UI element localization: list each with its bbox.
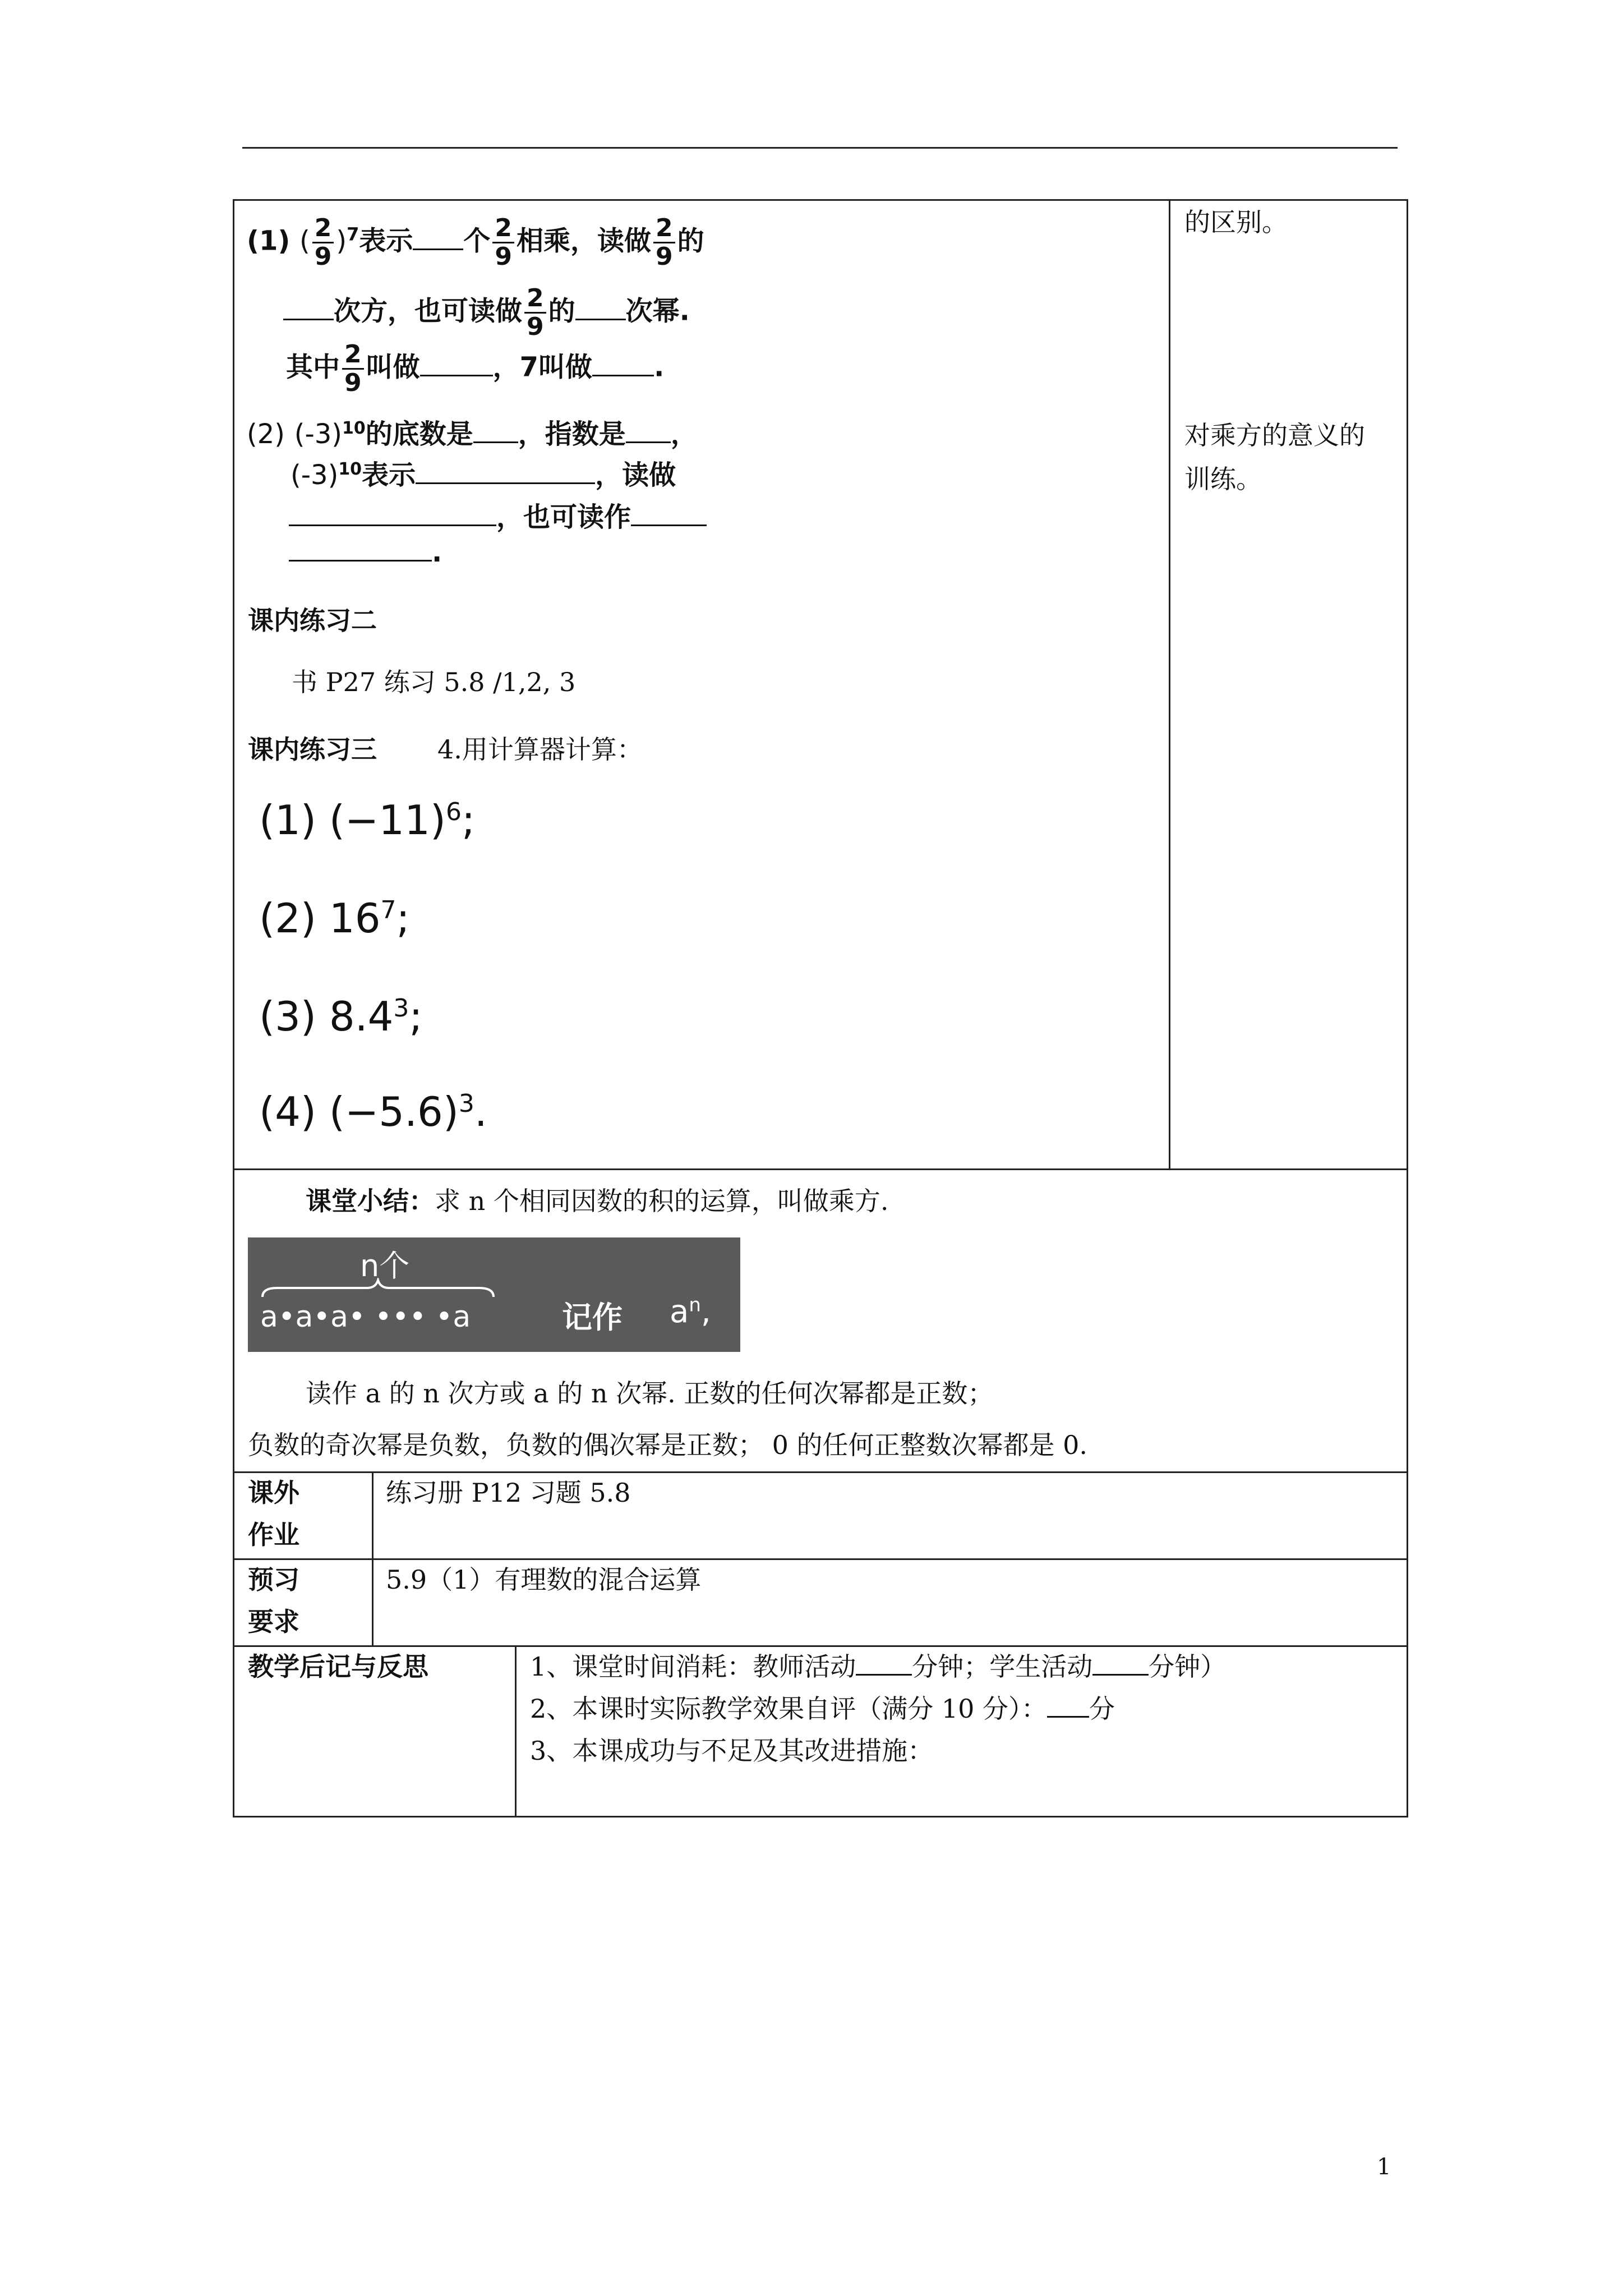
q2-line2: $(-3)^{10}$表示 ，读做 [291,459,676,491]
q2-line4: . [289,537,442,568]
fraction-2-9: $\frac{2}{9}$ [312,216,334,269]
a-n-label: $a^n$, [670,1294,711,1330]
practice-3-text: 4.用计算器计算： [437,734,643,765]
table-border-left [233,199,234,1818]
row-divider-1 [233,1168,1408,1170]
q1-line1: (1) ( $\frac{2}{9}$ )$^7$表示 个 $\frac{2}{9}$ 相乘，读做 $\frac{2}{9}$ 的 [247,214,704,271]
preview-content: 5.9（1）有理数的混合运算 [386,1565,702,1595]
q2-line3: ，也可读作 [289,495,707,534]
reflection-item-1: 1、课堂时间消耗：教师活动 分钟；学生活动 分钟） [530,1651,1227,1682]
reflection-label: 教学后记与反思 [248,1651,428,1682]
table-border-bottom [233,1816,1408,1818]
reflection-item-3: 3、本课成功与不足及其改进措施： [530,1736,934,1766]
practice-2-text: 书 P27 练习 5.8 /1,2, 3 [292,667,576,697]
table-border-top [233,199,1408,201]
q1-line3: 其中 $\frac{2}{9}$ 叫做 ，7叫做 . [286,340,665,397]
calc-item-2: (2) $16^7$; [259,895,410,942]
power-notation-image [248,1237,740,1352]
practice-3-title: 课内练习三 [248,734,377,765]
brace-icon [260,1278,496,1300]
product-label: a•a•a• ••• •a [260,1300,471,1334]
header-rule [242,147,1398,149]
summary-line-1: 课堂小结：求 n 个相同因数的积的运算，叫做乘方. [306,1186,889,1216]
blank [413,248,463,250]
side-note-difference: 的区别。 [1184,207,1288,237]
preview-label-2: 要求 [248,1607,299,1637]
calc-item-1: (1) $(-11)^6$; [259,797,476,844]
q2-line1: (2) $(-3)^{10}$的底数是 ，指数是 ， [247,418,698,450]
practice-2-title: 课内练习二 [248,605,377,636]
summary-line-2: 读作 a 的 n 次方或 a 的 n 次幂. 正数的任何次幂都是正数； [306,1378,994,1409]
homework-label-2: 作业 [248,1520,299,1550]
side-column-divider [1169,199,1170,1170]
side-note-training-2: 训练。 [1184,464,1262,494]
calc-item-4: (4) $(-5.6)^3$. [259,1088,487,1135]
n-factors-label: n个 [360,1248,410,1283]
label-column-divider [372,1471,374,1646]
table-border-right [1407,199,1408,1818]
reflection-column-divider [515,1645,517,1817]
homework-label-1: 课外 [248,1478,299,1508]
side-note-training-1: 对乘方的意义的 [1184,420,1365,450]
page-number: 1 [1377,2154,1391,2180]
homework-content: 练习册 P12 习题 5.8 [386,1478,631,1508]
q1-line2: 次方，也可读做 $\frac{2}{9}$ 的 次幂. [283,286,690,339]
summary-line-3: 负数的奇次幂是负数，负数的偶次幂是正数； 0 的任何正整数次幂都是 0. [248,1430,1088,1460]
jizuo-label: 记作 [562,1300,623,1335]
calc-item-3: (3) $8.4^3$; [259,993,423,1040]
reflection-item-2: 2、本课时实际教学效果自评（满分 10 分）： 分 [530,1694,1115,1724]
preview-label-1: 预习 [248,1565,299,1595]
